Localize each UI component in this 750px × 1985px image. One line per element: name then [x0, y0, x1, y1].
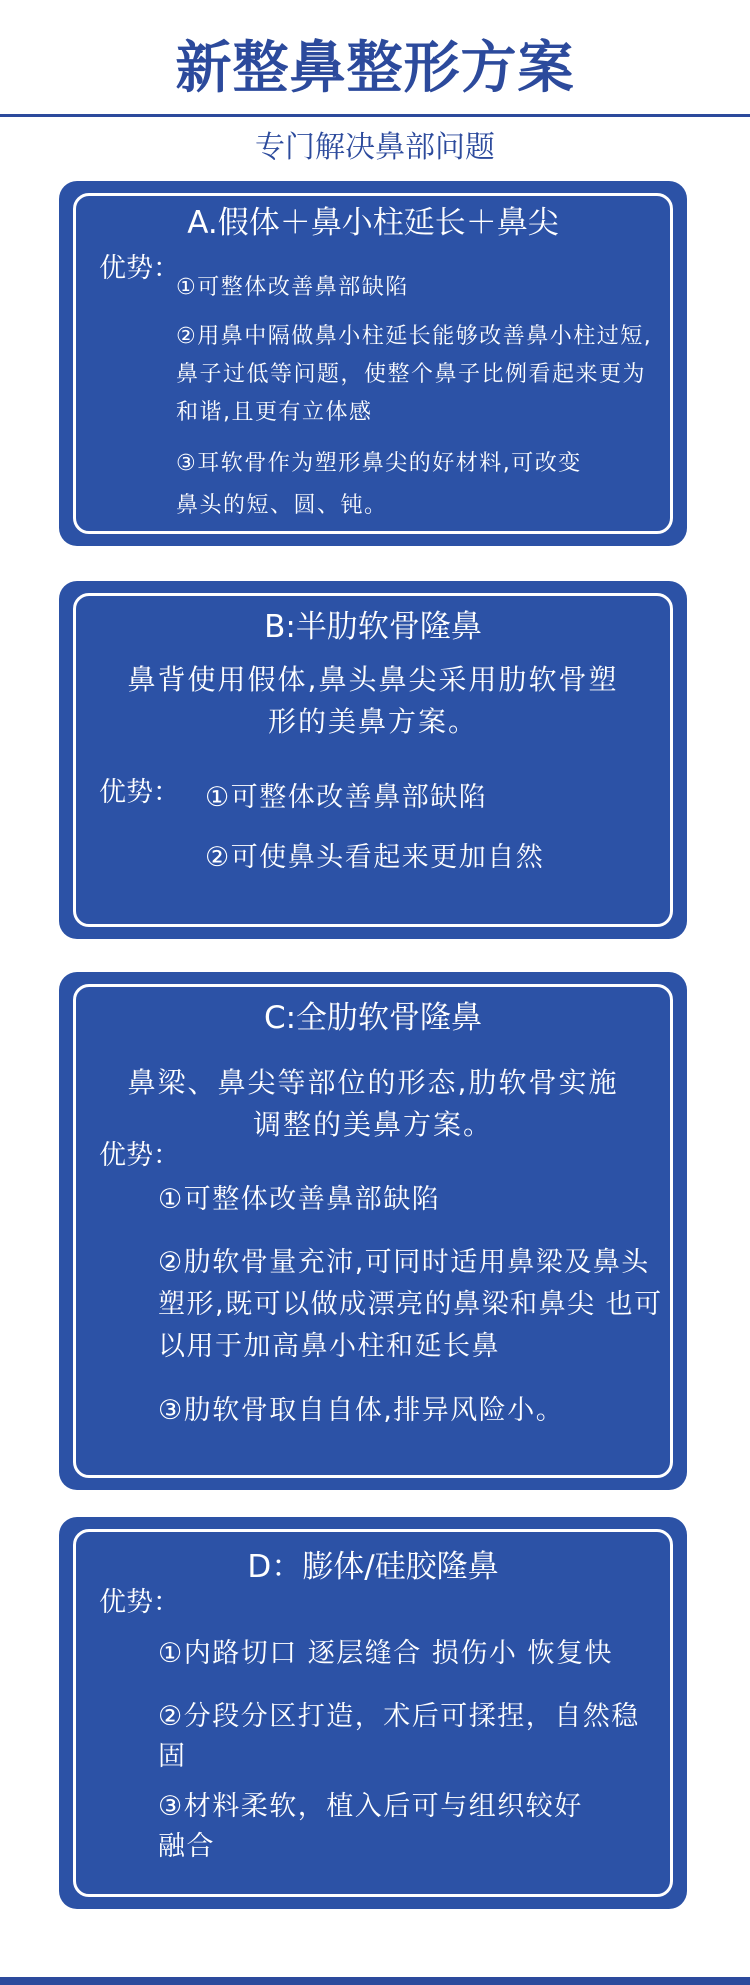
card-d-advantage-item-2: ②分段分区打造，术后可揉捏，自然稳固 [158, 1701, 640, 1772]
card-b-advantage-label: 优势： [99, 777, 180, 808]
card-b-heading: B:半肋软骨隆鼻 [264, 609, 482, 645]
card-a-advantage-item-2: ②用鼻中隔做鼻小柱延长能够改善鼻小柱过短,鼻子过低等问题，使整个鼻子比例看起来更为和谐,且更有立体感 [176, 324, 653, 425]
card-b-description: 鼻背使用假体,鼻头鼻尖采用肋软骨塑形的美鼻方案。 [127, 663, 619, 738]
card-d-heading: D：膨体/硅胶隆鼻 [247, 1549, 499, 1585]
card-b-advantage-item-2: ②可使鼻头看起来更加自然 [205, 842, 545, 873]
title-divider [0, 114, 750, 117]
card-d-advantage-item-3: ③材料柔软，植入后可与组织较好融合 [158, 1791, 583, 1862]
card-a-advantage-item-3: ③耳软骨作为塑形鼻尖的好材料,可改变鼻头的短、圆、钝。 [176, 451, 582, 518]
plan-card-a [59, 181, 687, 546]
plan-card-b [59, 581, 687, 939]
page-title: 新整鼻整形方案 [175, 36, 575, 101]
card-d-advantage-item-1: ①内路切口 逐层缝合 损伤小 恢复快 [158, 1638, 613, 1669]
plan-card-d [59, 1517, 687, 1909]
card-a-advantage-label: 优势： [99, 253, 180, 284]
bottom-bar [0, 1977, 750, 1985]
card-c-advantage-item-1: ①可整体改善鼻部缺陷 [158, 1184, 441, 1215]
card-a-heading: A.假体＋鼻小柱延长＋鼻尖 [187, 205, 559, 241]
card-c-advantage-label: 优势： [99, 1140, 180, 1171]
card-a-advantage-item-1: ①可整体改善鼻部缺陷 [176, 275, 409, 300]
card-c-description: 鼻梁、鼻尖等部位的形态,肋软骨实施调整的美鼻方案。 [127, 1066, 619, 1141]
card-c-advantage-item-3: ③肋软骨取自自体,排异风险小。 [158, 1395, 565, 1426]
page-subtitle: 专门解决鼻部问题 [255, 130, 495, 165]
card-d-advantage-label: 优势： [99, 1587, 180, 1618]
card-c-advantage-item-2: ②肋软骨量充沛,可同时适用鼻梁及鼻头塑形,既可以做成漂亮的鼻梁和鼻尖 也可以用于加高鼻小柱和延长鼻 [158, 1247, 663, 1362]
plan-card-c [59, 972, 687, 1490]
card-b-advantage-item-1: ①可整体改善鼻部缺陷 [205, 782, 488, 813]
card-c-heading: C:全肋软骨隆鼻 [263, 1000, 483, 1036]
